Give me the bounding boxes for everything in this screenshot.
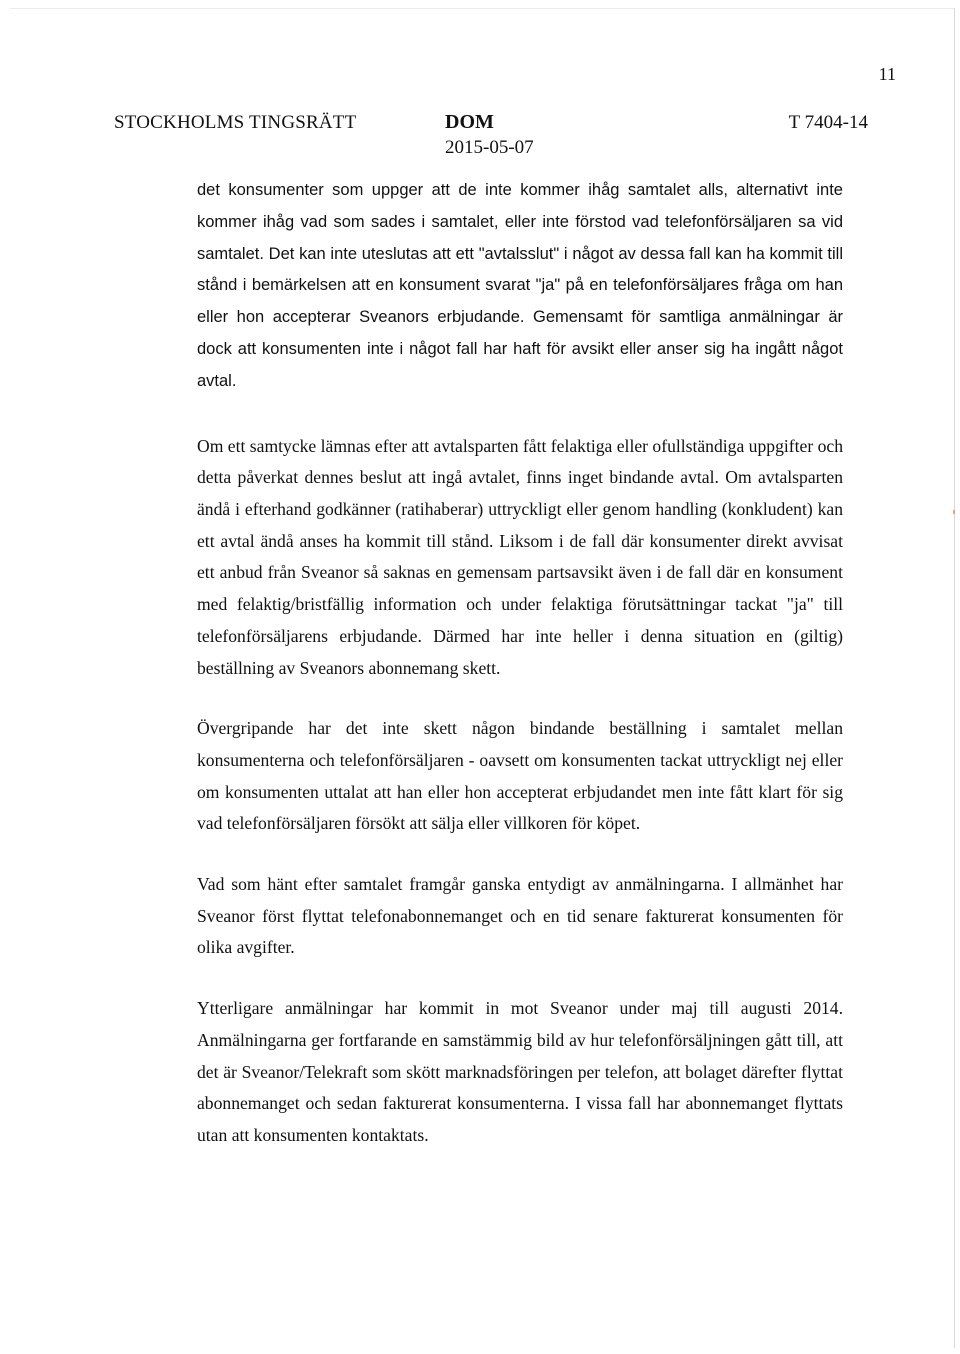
margin-mark: [953, 510, 955, 514]
paragraph-4: Vad som hänt efter samtalet framgår ganska entydigt av anmälningarna. I allmänhet har Sveanor först flyttat telefonabonnemanget och en tid senare fakturerat konsumenten för olika avgifter.: [197, 874, 843, 958]
court-name: STOCKHOLMS TINGSRÄTT: [114, 112, 357, 133]
document-date: 2015-05-07: [445, 137, 534, 158]
paragraph-1: det konsumenter som uppger att de inte kommer ihåg samtalet alls, alternativt inte kommer ihåg vad som sades i samtalet, eller inte förstod vad telefonförsäljaren sa vid samtalet. Det kan inte uteslutas att ett "avtalsslut" i något av dessa fall kan ha kommit till stånd i bemärkelsen att en konsument svarat "ja" på en telefonförsäljares fråga om han eller hon accepterar Sveanors erbjudande. Gemensamt för samtliga anmälningar är dock att konsumenten inte i något fall har haft för avsikt eller anser sig ha ingått något avtal.: [197, 181, 843, 390]
page-number: 11: [878, 64, 896, 84]
case-number: T 7404-14: [788, 112, 868, 133]
paragraph-3: Övergripande har det inte skett någon bindande beställning i samtalet mellan konsumenterna och telefonförsäljaren - oavsett om konsumenten tackat uttryckligt nej eller om konsumenten uttalat att han eller hon accepterat erbjudandet men inte fått klart för sig vad telefonförsäljaren försökt att sälja eller villkoren för köpet.: [197, 718, 843, 834]
document-type: DOM: [445, 111, 494, 133]
scan-right-edge: [954, 8, 955, 1348]
document-body: [197, 175, 843, 1152]
scan-top-edge: [10, 8, 955, 9]
paragraph-5: Ytterligare anmälningar har kommit in mot Sveanor under maj till augusti 2014. Anmälningarna ger fortfarande en samstämmig bild av hur telefonförsäljningen gått till, att det är Sveanor/Telekraft som skött marknadsföringen per telefon, att bolaget därefter flyttat abonnemanget och sedan fakturerat konsumenterna. I vissa fall har abonnemanget flyttats utan att konsumenten kontaktats.: [197, 998, 843, 1145]
paragraph-2: Om ett samtycke lämnas efter att avtalsparten fått felaktiga eller ofullständiga uppgifter och detta påverkat dennes beslut att ingå avtalet, finns inget bindande avtal. Om avtalsparten ändå i efterhand godkänner (ratihaberar) uttryckligt eller genom handling (konkludent) kan ett avtal ändå anses ha kommit till stånd. Liksom i de fall där konsumenter direkt avvisat ett anbud från Sveanor så saknas en gemensam partsavsikt även i de fall där en konsument med felaktig/bristfällig information och under felaktiga förutsättningar tackat "ja" till telefonförsäljarens erbjudande. Därmed har inte heller i denna situation en (giltig) beställning av Sveanors abonnemang skett.: [197, 435, 843, 678]
